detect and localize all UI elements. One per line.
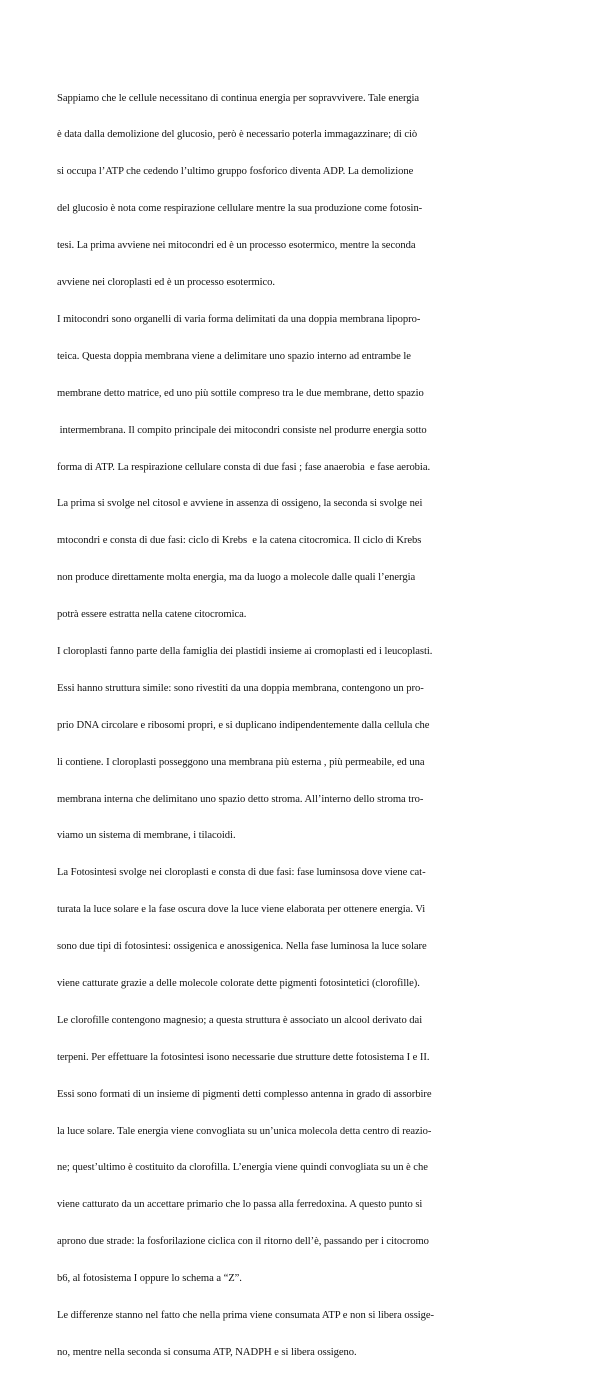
text-line: terpeni. Per effettuare la fotosintesi isono necessarie due strutture dette fotosistema I e II. — [57, 1051, 430, 1063]
text-line: turata la luce solare e la fase oscura dove la luce viene elaborata per ottenere energia. Vi — [57, 904, 426, 916]
text-line: aprono due strade: la fosforilazione ciclica con il ritorno dell’è, passando per i citocromo — [57, 1236, 429, 1248]
text-line: forma di ATP. La respirazione cellulare consta di due fasi ; fase anaerobia e fase aerobia. — [57, 461, 431, 473]
text-line: Essi sono formati di un insieme di pigmenti detti complesso antenna in grado di assorbire — [57, 1088, 432, 1100]
text-line: Essi hanno struttura simile: sono rivestiti da una doppia membrana, contengono un pro- — [57, 682, 424, 694]
text-line: La Fotosintesi svolge nei cloroplasti e consta di due fasi: fase luminsosa dove viene cat- — [57, 867, 426, 879]
text-line: membrane detto matrice, ed uno più sottile compreso tra le due membrane, detto spazio — [57, 387, 424, 399]
text-line: I cloroplasti fanno parte della famiglia dei plastidi insieme ai cromoplasti ed i leucoplasti. — [57, 645, 433, 657]
text-line: viene catturate grazie a delle molecole colorate dette pigmenti fotosintetici (clorofille). — [57, 977, 420, 989]
text-line: Sappiamo che le cellule necessitano di continua energia per sopravvivere. Tale energia — [57, 92, 420, 104]
text-line: I mitocondri sono organelli di varia forma delimitati da una doppia membrana lipopro- — [57, 313, 421, 325]
text-line: potrà essere estratta nella catene citocromica. — [57, 609, 247, 621]
text-line: intermembrana. Il compito principale dei mitocondri consiste nel produrre energia sotto — [57, 424, 427, 436]
text-line: membrana interna che delimitano uno spazio detto stroma. All’interno dello stroma tro- — [57, 793, 424, 805]
text-line: del glucosio è nota come respirazione cellulare mentre la sua produzione come fotosin- — [57, 203, 423, 215]
text-line: Le differenze stanno nel fatto che nella prima viene consumata ATP e non si libera ossige- — [57, 1309, 435, 1321]
text-line: avviene nei cloroplasti ed è un processo esotermico. — [57, 277, 276, 289]
text-line: sono due tipi di fotosintesi: ossigenica e anossigenica. Nella fase luminosa la luce solare — [57, 941, 427, 953]
body-text — [57, 68, 541, 1384]
text-line: la luce solare. Tale energia viene convogliata su un’unica molecola detta centro di reazio- — [57, 1125, 432, 1137]
text-line: mtocondri e consta di due fasi: ciclo di Krebs e la catena citocromica. Il ciclo di Krebs — [57, 535, 422, 547]
text-line: ne; quest’ultimo è costituito da clorofilla. L’energia viene quindi convogliata su un è che — [57, 1162, 428, 1174]
text-line: teica. Questa doppia membrana viene a delimitare uno spazio interno ad entrambe le — [57, 350, 411, 362]
text-line: prio DNA circolare e ribosomi propri, e si duplicano indipendentemente dalla cellula che — [57, 719, 430, 731]
text-line: viamo un sistema di membrane, i tilacoidi. — [57, 830, 236, 842]
text-line: li contiene. I cloroplasti posseggono una membrana più esterna , più permeabile, ed una — [57, 756, 425, 768]
text-line: viene catturato da un accettare primario che lo passa alla ferredoxina. A questo punto si — [57, 1199, 423, 1211]
text-line: è data dalla demolizione del glucosio, però è necessario poterla immagazzinare; di ciò — [57, 129, 418, 141]
text-line: La prima si svolge nel citosol e avviene in assenza di ossigeno, la seconda si svolge nei — [57, 498, 423, 510]
text-line: non produce direttamente molta energia, ma da luogo a molecole dalle quali l’energia — [57, 572, 416, 584]
text-line: Le clorofille contengono magnesio; a questa struttura è associato un alcool derivato dai — [57, 1014, 423, 1026]
text-line: b6, al fotosistema I oppure lo schema a “Z”. — [57, 1273, 242, 1285]
text-line: no, mentre nella seconda si consuma ATP, NADPH e si libera ossigeno. — [57, 1346, 357, 1358]
text-line: si occupa l’ATP che cedendo l’ultimo gruppo fosforico diventa ADP. La demolizione — [57, 166, 414, 178]
text-line: tesi. La prima avviene nei mitocondri ed è un processo esotermico, mentre la seconda — [57, 240, 416, 252]
